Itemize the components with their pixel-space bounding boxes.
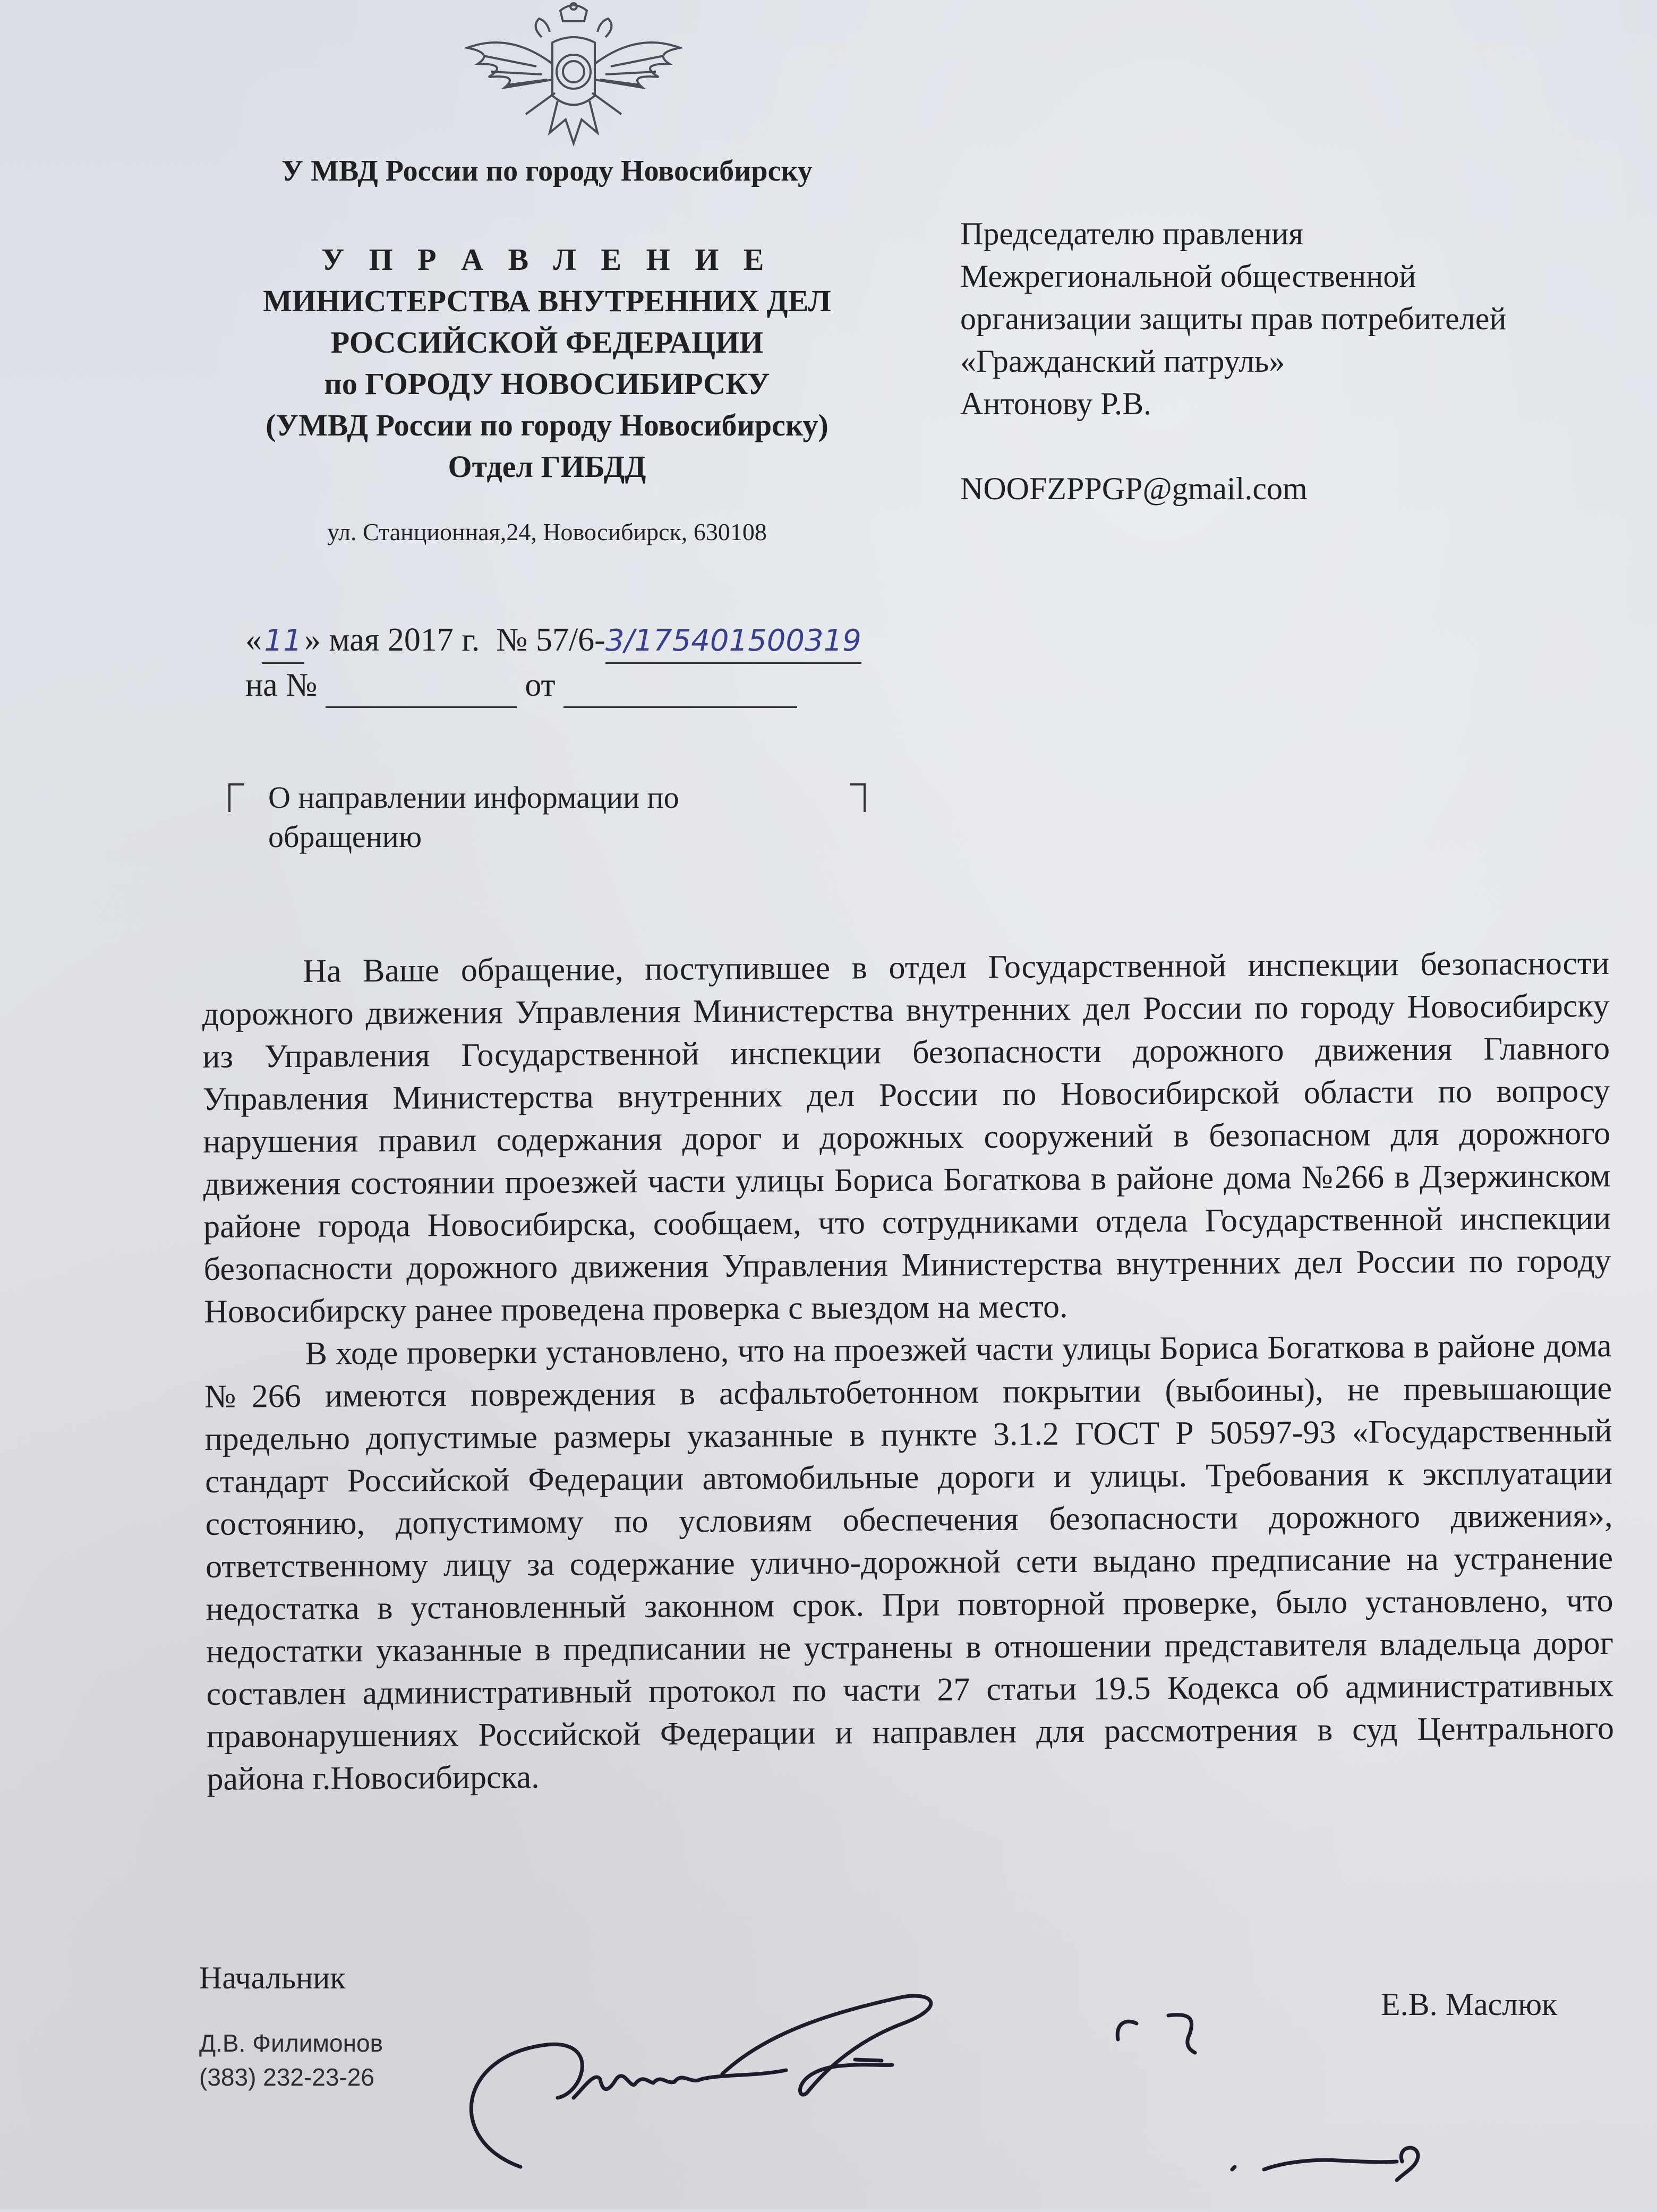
- executor-name: Д.В. Филимонов: [199, 2029, 383, 2057]
- recipient-line: «Гражданский патруль»: [960, 344, 1285, 379]
- letter-body: [202, 942, 1615, 1800]
- recipient-block: [960, 212, 1624, 510]
- reference-label: на №: [245, 667, 318, 703]
- subject-block: [228, 778, 866, 857]
- body-paragraph: В ходе проверки установлено, что на проезжей части улицы Бориса Богаткова в районе дома №266 имеются повреждения в асфальтобетонном покрытии (выбоины), не превышающие предельно допустимые размеры указанные в пункте 3.1.2 ГОСТ Р 50597-93 «Государственный стандарт Российской Федерации автомобильные дороги и улицы. Требования к эксплуатации состоянию, допустимому по условиям обеспечения безопасности дорожного движения», ответственному лицу за содержание улично-дорожной сети выдано предписание на устранение недостатка в установленный законном срок. При повторной проверке, было установлено, что недостатки указанные в предписании не устранены в отношении представителя владельца дорог составлен административный протокол по части 27 статьи 19.5 Кодекса об административных правонарушениях Российской Федерации и направлен для рассмотрения в суд Центрального района г.Новосибирска.: [204, 1327, 1615, 1797]
- reference-date-blank: [563, 664, 797, 708]
- subject-line: О направлении информации по: [268, 780, 679, 815]
- document-number-handwritten: 3/175401500319: [605, 620, 861, 664]
- dept-line: У П Р А В Л Е Н И Е: [321, 242, 773, 277]
- recipient-line: Межрегиональной общественной: [960, 259, 1416, 294]
- mvd-emblem-icon: [430, 0, 717, 159]
- reference-from-label: от: [525, 667, 556, 703]
- recipient-line: организации защиты прав потребителей: [960, 301, 1507, 336]
- recipient-email: NOOFZPPGP@gmail.com: [960, 471, 1308, 506]
- executor-phone: (383) 232-23-26: [199, 2063, 374, 2091]
- department-address: ул. Станционная,24, Новосибирск, 630108: [327, 518, 767, 545]
- handwritten-signature: [425, 1965, 1487, 2209]
- dept-line: МИНИСТЕРСТВА ВНУТРЕННИХ ДЕЛ: [263, 284, 831, 318]
- dept-line: Отдел ГИБДД: [448, 449, 646, 484]
- ministry-short-name: У МВД России по городу Новосибирску: [281, 155, 813, 187]
- executor-info: [199, 2026, 383, 2094]
- department-header: [175, 239, 919, 488]
- dept-line: (УМВД России по городу Новосибирску): [266, 408, 828, 442]
- date-day: 11: [262, 620, 304, 664]
- reference-number-blank: [326, 664, 517, 708]
- document-dateline: [245, 619, 861, 708]
- body-paragraph: На Ваше обращение, поступившее в отдел Государственной инспекции безопасности дорожного движения Управления Министерства внутренних дел России по городу Новосибирску из Управления Государственной инспекции безопасности дорожного движения Главного Управления Министерства внутренних дел России по Новосибирской области по вопросу нарушения правил содержания дорог и дорожных сооружений в безопасном для дорожного движения состоянии проезжей части улицы Бориса Богаткова в районе дома №266 в Дзержинском районе города Новосибирска, сообщаем, что сотрудниками отдела Государственной инспекции безопасности дорожного движения Управления Министерства внутренних дел России по городу Новосибирску ранее проведена проверка с выездом на место.: [202, 945, 1611, 1330]
- document-number-prefix: № 57/6-: [496, 622, 605, 658]
- signatory-name: Е.В. Маслюк: [1381, 1987, 1558, 2022]
- dept-line: РОССИЙСКОЙ ФЕДЕРАЦИИ: [330, 325, 764, 360]
- signatory-title: Начальник: [199, 1960, 346, 1995]
- date-month-year: » мая 2017 г.: [304, 622, 480, 658]
- date-open-quote: «: [245, 622, 262, 658]
- recipient-line: Председателю правления: [960, 216, 1303, 251]
- recipient-line: Антонову Р.В.: [960, 386, 1152, 421]
- dept-line: по ГОРОДУ НОВОСИБИРСКУ: [324, 366, 770, 401]
- subject-line: обращению: [268, 819, 422, 854]
